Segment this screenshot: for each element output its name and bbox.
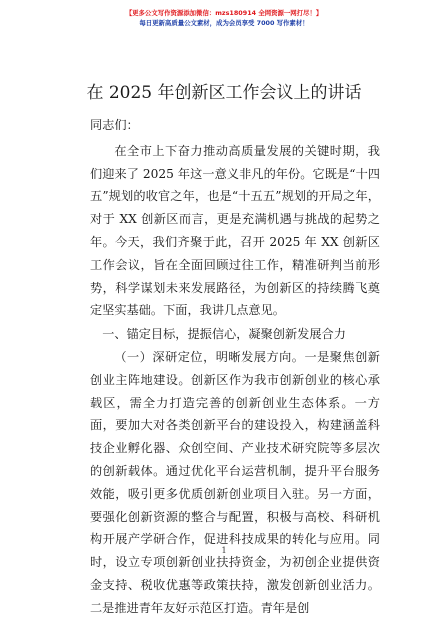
header-banner [0,8,448,28]
sub-paragraph: （一）深研定位，明晰发展方向。一是聚焦创新创业主阵地建设。创新区作为我市创新创业的核心承载区，需全力打造完善的创新创业生态体系。一方面，要加大对各类创新平台的建设投入，构建涵盖科技企业孵化器、众创空间、产业技术研究院等多层次的创新载体。通过优化平台运营机制，提升平台服务效能，吸引更多优质创新创业项目入驻。另一方面，要强化创新资源的整合与配置，积极与高校、科研机构开展产学研合作，促进科技成果的转化与应用。同时，设立专项创新创业扶持资金，为初创企业提供资金支持、税收优惠等政策扶持，激发创新创业活力。二是推进青年友好示范区打造。青年是创 [90,349,380,615]
intro-paragraph: 在全市上下奋力推动高质量发展的关键时期，我们迎来了 2025 年这一意义非凡的年份。它既是“十四五”规划的收官之年，也是“十五五”规划的开局之年，对于 XX 创新区而言，更是充满机遇与挑战的起势之年。今天，我们齐聚于此，召开 2025 年 XX 创新区工作会议，旨在全面回顾过往工作，精准研判当前形势，科学谋划未来发展路径，为创新区的持续腾飞奠定坚实基础。下面，我讲几点意见。 [90,143,380,318]
greeting: 同志们： [90,118,139,132]
document-body [90,114,380,620]
banner-line-1: 【更多公文写作资源添加微信：mzs180914 全网资源一网打尽！】 [125,9,323,17]
banner-line-2: 每日更新高质量公文素材，成为会员享受 7000 写作素材！ [139,19,309,27]
document-title: 在 2025 年创新区工作会议上的讲话 [86,83,362,103]
page-number: 1 [221,546,227,555]
section-heading: 一、锚定目标，提振信心，凝聚创新发展合力 [102,327,346,342]
